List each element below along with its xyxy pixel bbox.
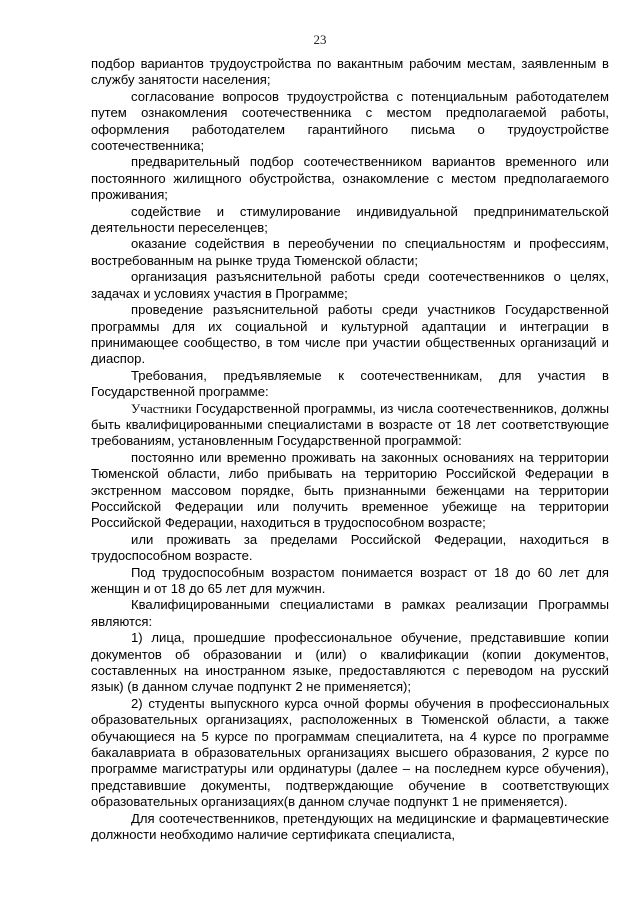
paragraph-lead-word: Участники [131,400,192,416]
paragraph [91,56,609,89]
paragraph [91,269,609,302]
paragraph-text: Квалифицированными специалистами в рамках реализации Программы являются: [91,597,609,629]
paragraph-text: подбор вариантов трудоустройства по вакантным рабочим местам, заявленным в службу занятости населения; [91,56,609,88]
paragraph [91,154,609,203]
paragraph-text: согласование вопросов трудоустройства с потенциальным работодателем путем ознакомления соотечественника с местом предполагаемой работы, оформления работодателем гарантийного письма о трудоустройстве соотечественника; [91,88,609,154]
paragraph [91,532,609,565]
paragraph [91,630,609,696]
paragraph [91,368,609,401]
paragraph [91,597,609,630]
paragraph-text: 1) лица, прошедшие профессиональное обучение, представившие копии документов об образовании и (или) о квалификации (копии документов, составленных на иностранном языке, предоставляются с переводом на русский язык) (в данном случае подпункт 2 не применяется); [91,630,609,695]
paragraph-text: содействие и стимулирование индивидуальной предпринимательской деятельности переселенцев; [91,203,609,236]
paragraph [91,450,609,532]
paragraph [91,302,609,368]
paragraph-text: или проживать за пределами Российской Федерации, находиться в трудоспособном возрасте. [91,531,609,564]
paragraph-text: Для соотечественников, претендующих на медицинские и фармацевтические должности необходимо наличие сертификата специалиста, [91,810,609,843]
paragraph-text: Государственной программы, из числа соотечественников, должны быть квалифицированными специалистами в возрасте от 18 лет соответствующие требованиям, установленным Государственной программой: [91,400,609,449]
paragraph-text: Требования, предъявляемые к соотечественникам, для участия в Государственной программе: [91,367,609,400]
paragraph-text: оказание содействия в переобучении по специальностям и профессиям, востребованным на рынке труда Тюменской области; [91,236,609,268]
document-body [91,56,609,844]
page-number: 23 [313,32,327,47]
paragraph [91,565,609,598]
paragraph-text: организация разъяснительной работы среди соотечественников о целях, задачах и условиях участия в Программе; [91,269,609,301]
paragraph-text: Под трудоспособным возрастом понимается возраст от 18 до 60 лет для женщин и от 18 до 65 лет для мужчин. [91,564,609,596]
paragraph [91,89,609,155]
paragraph-text: 2) студенты выпускного курса очной формы обучения в профессиональных образовательных организациях, расположенных в Тюменской области, а также обучающиеся на 5 курсе по программам специалитета, на 4 курсе по программе бакалавриата в образовательных организациях высшего образования, 2 курсе по программе магистратуры или ординатуры (далее – на последнем курсе обучения), представившие документы, подтверждающие обучение в соответствующих образовательных организациях(в данном случае подпункт 1 не применяется). [91,695,609,810]
paragraph-text: предварительный подбор соотечественником вариантов временного или постоянного жилищного обустройства, ознакомление с местом предполагаемого проживания; [91,154,609,203]
paragraph [91,401,609,450]
paragraph-text: постоянно или временно проживать на законных основаниях на территории Тюменской области, либо прибывать на территорию Российской Федерации в экстренном массовом порядке, быть признанными беженцами на территории Российской Федерации или получить временное убежище на территории Российской Федерации, находиться в трудоспособном возрасте; [91,449,609,531]
paragraph [91,236,609,269]
paragraph [91,696,609,811]
paragraph [91,204,609,237]
paragraph [91,811,609,844]
paragraph-text: проведение разъяснительной работы среди участников Государственной программы для их социальной и культурной адаптации и интеграции в принимающее сообщество, в том числе при участии общественных организаций и диаспор. [91,302,609,367]
